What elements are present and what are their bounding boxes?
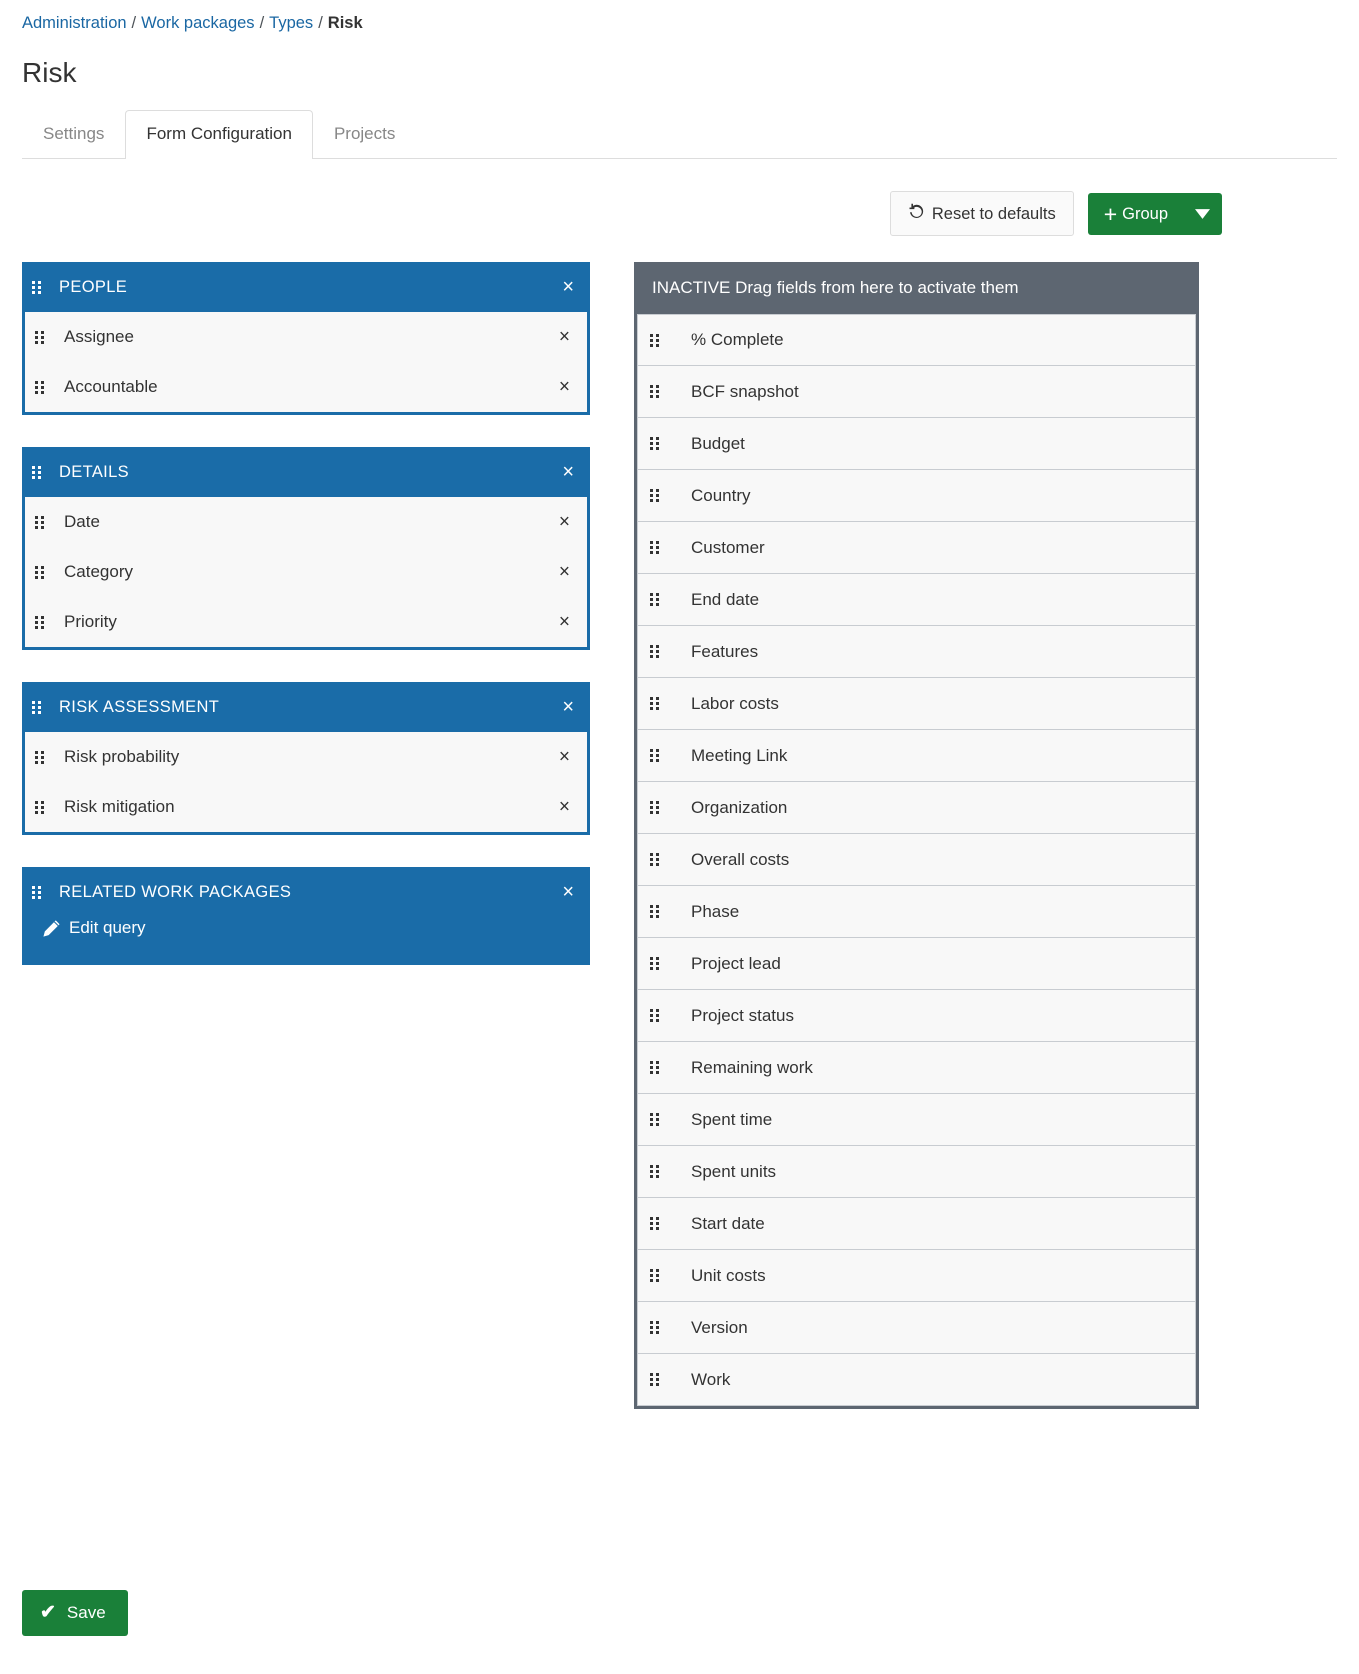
inactive-field-label: Meeting Link [691,745,788,765]
breadcrumb-current: Risk [327,14,363,32]
drag-handle-icon[interactable] [650,1321,659,1334]
attribute-row[interactable] [22,362,590,415]
inactive-field-label: Budget [691,433,745,453]
chevron-down-icon [1195,209,1210,219]
attribute-group-title: PEOPLE [59,278,128,296]
undo-icon [908,202,925,225]
inactive-field-label: Remaining work [691,1057,813,1077]
inactive-field-row[interactable] [637,938,1196,990]
inactive-field-row[interactable] [637,1042,1196,1094]
inactive-header [634,262,1199,314]
inactive-field-row[interactable] [637,678,1196,730]
inactive-field-row[interactable] [637,990,1196,1042]
drag-handle-icon[interactable] [650,1373,659,1386]
inactive-field-row[interactable] [637,574,1196,626]
group-query-body [22,917,590,965]
inactive-header-label: INACTIVE Drag fields from here to activate them [652,278,1019,297]
inactive-field-label: BCF snapshot [691,381,799,401]
inactive-field-label: Features [691,641,759,661]
inactive-field-row[interactable] [637,1354,1196,1406]
drag-handle-icon[interactable] [650,437,659,450]
attribute-group [22,262,590,415]
remove-attribute-icon[interactable]: × [558,326,570,348]
inactive-field-row[interactable] [637,886,1196,938]
inactive-field-label: Work [691,1369,731,1389]
add-group-button[interactable] [1088,193,1222,235]
drag-handle-icon[interactable] [650,645,659,658]
drag-handle-icon[interactable] [35,381,44,394]
add-group-label: Group [1122,204,1168,223]
attribute-group-title: RELATED WORK PACKAGES [59,883,292,901]
drag-handle-icon[interactable] [650,905,659,918]
drag-handle-icon[interactable] [650,697,659,710]
tab-settings[interactable]: Settings [43,124,105,143]
save-bar [22,1590,128,1636]
drag-handle-icon[interactable] [650,1113,659,1126]
attribute-label: Assignee [64,327,134,346]
drag-handle-icon[interactable] [650,541,659,554]
inactive-field-row[interactable] [637,1302,1196,1354]
attribute-group-title: RISK ASSESSMENT [59,698,220,716]
remove-group-icon[interactable]: × [562,696,574,718]
breadcrumb-link[interactable]: Administration [22,14,127,32]
save-button[interactable] [22,1590,128,1636]
remove-attribute-icon[interactable]: × [558,376,570,398]
drag-handle-icon[interactable] [650,1217,659,1230]
drag-handle-icon[interactable] [650,853,659,866]
inactive-field-label: End date [691,589,760,609]
drag-handle-icon[interactable] [35,516,44,529]
inactive-field-row[interactable] [637,314,1196,366]
remove-attribute-icon[interactable]: × [558,611,570,633]
add-group-main[interactable] [1088,193,1182,235]
attribute-row[interactable] [22,782,590,835]
breadcrumb-link[interactable]: Work packages [141,14,255,32]
attribute-row[interactable] [22,497,590,547]
remove-attribute-icon[interactable]: × [558,511,570,533]
tab-bar [22,111,1337,159]
drag-handle-icon[interactable] [650,1269,659,1282]
edit-query-link[interactable] [42,917,146,939]
drag-handle-icon[interactable] [650,489,659,502]
inactive-field-row[interactable] [637,1250,1196,1302]
inactive-field-row[interactable] [637,1198,1196,1250]
inactive-field-label: % Complete [691,330,784,349]
inactive-field-label: Labor costs [691,693,779,713]
save-label: Save [66,1603,106,1622]
inactive-field-label: Organization [691,797,788,817]
inactive-field-row[interactable] [637,626,1196,678]
pencil-icon [42,919,61,938]
inactive-field-row[interactable] [637,1146,1196,1198]
attribute-label: Risk probability [64,747,180,766]
inactive-field-label: Phase [691,901,740,921]
remove-group-icon[interactable]: × [562,276,574,298]
reset-to-defaults-button[interactable] [890,191,1074,236]
attribute-row[interactable] [22,597,590,650]
attribute-label: Accountable [64,377,158,396]
drag-handle-icon[interactable] [650,1061,659,1074]
page-title: Risk [22,57,77,88]
attribute-row[interactable] [22,732,590,782]
inactive-field-list [634,314,1199,1409]
remove-attribute-icon[interactable]: × [558,561,570,583]
attribute-group-header[interactable] [22,447,590,497]
inactive-field-label: Customer [691,537,765,557]
attribute-row[interactable] [22,547,590,597]
drag-handle-icon[interactable] [35,331,44,344]
inactive-field-row[interactable] [637,470,1196,522]
attribute-group [22,682,590,835]
inactive-field-row[interactable] [637,366,1196,418]
drag-handle-icon[interactable] [35,751,44,764]
drag-handle-icon[interactable] [650,749,659,762]
inactive-field-label: Unit costs [691,1265,766,1285]
breadcrumb-link[interactable]: Types [269,14,314,32]
inactive-column [634,262,1199,1409]
active-groups-column [22,262,590,997]
attribute-group-header[interactable] [22,682,590,732]
inactive-field-row[interactable] [637,834,1196,886]
check-icon: ✔ [40,1602,56,1623]
inactive-field-label: Version [691,1317,748,1337]
drag-handle-icon[interactable] [35,616,44,629]
inactive-field-label: Spent units [691,1161,777,1181]
tab-form-configuration[interactable]: Form Configuration [125,110,313,159]
tab-projects[interactable]: Projects [333,124,396,143]
edit-query-label: Edit query [69,918,146,937]
inactive-field-label: Overall costs [691,849,790,869]
inactive-field-label: Project lead [691,953,781,973]
attribute-label: Category [64,562,133,581]
drag-handle-icon[interactable] [650,957,659,970]
add-group-dropdown-toggle[interactable] [1182,193,1222,235]
inactive-field-row[interactable] [637,418,1196,470]
plus-icon: + [1103,200,1118,227]
drag-handle-icon[interactable] [32,466,41,479]
remove-group-icon[interactable]: × [562,461,574,483]
inactive-field-row[interactable] [637,522,1196,574]
drag-handle-icon[interactable] [32,281,41,294]
attribute-group-header[interactable] [22,867,590,917]
drag-handle-icon[interactable] [35,801,44,814]
inactive-field-label: Country [691,485,751,505]
toolbar [22,191,1337,236]
drag-handle-icon[interactable] [32,886,41,899]
drag-handle-icon[interactable] [650,801,659,814]
drag-handle-icon[interactable] [32,701,41,714]
breadcrumb-separator: / [131,14,137,32]
inactive-field-label: Project status [691,1005,794,1025]
reset-to-defaults-label: Reset to defaults [931,204,1056,223]
attribute-group-header[interactable] [22,262,590,312]
drag-handle-icon[interactable] [35,566,44,579]
attribute-label: Priority [64,612,117,631]
remove-attribute-icon[interactable]: × [558,796,570,818]
attribute-label: Risk mitigation [64,797,175,816]
attribute-label: Date [64,512,100,531]
breadcrumb-separator: / [318,14,323,32]
attribute-group [22,447,590,650]
drag-handle-icon[interactable] [650,593,659,606]
remove-group-icon[interactable]: × [562,881,574,903]
drag-handle-icon[interactable] [650,385,659,398]
inactive-field-row[interactable] [637,730,1196,782]
form-configuration-columns [22,262,1337,1409]
attribute-group [22,867,590,965]
drag-handle-icon[interactable] [650,1165,659,1178]
inactive-field-row[interactable] [637,782,1196,834]
attribute-row[interactable] [22,312,590,362]
attribute-group-title: DETAILS [59,463,129,481]
remove-attribute-icon[interactable]: × [558,746,570,768]
inactive-field-label: Spent time [691,1109,773,1129]
breadcrumb [22,0,1337,35]
drag-handle-icon[interactable] [650,334,659,347]
drag-handle-icon[interactable] [650,1009,659,1022]
breadcrumb-separator: / [259,14,265,32]
inactive-field-label: Start date [691,1213,765,1233]
inactive-field-row[interactable] [637,1094,1196,1146]
